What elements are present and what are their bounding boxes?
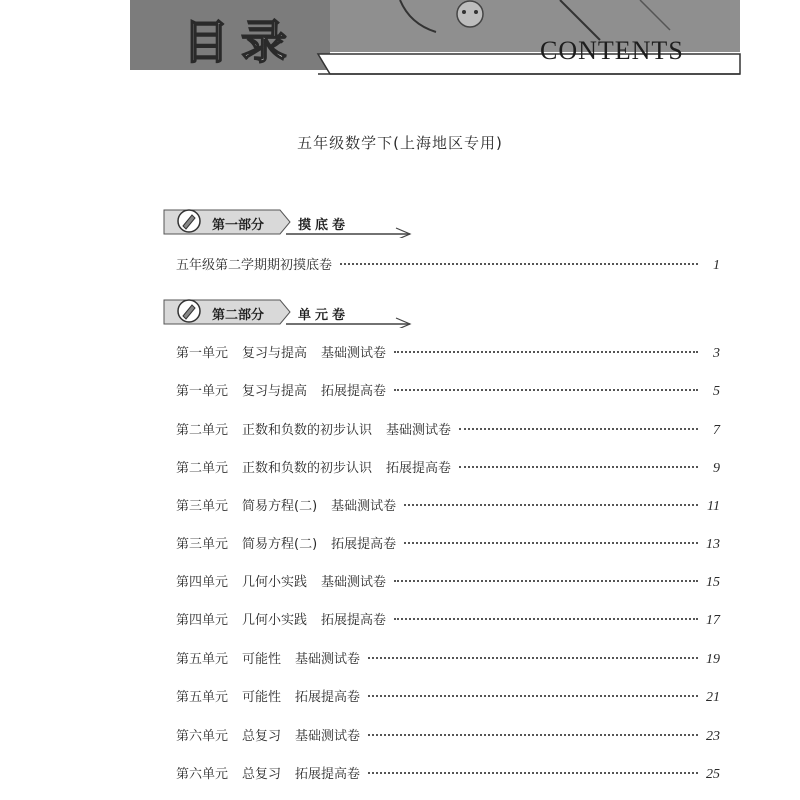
part-2-header [160, 296, 412, 328]
dot-leader [459, 465, 698, 468]
book-title: 五年级数学下(上海地区专用) [297, 134, 503, 152]
part-1-name: 摸底卷 [298, 218, 350, 233]
part-2-label: 第二部分 [212, 308, 265, 323]
entry-page: 25 [706, 767, 720, 782]
part-2-name: 单元卷 [298, 308, 350, 323]
entry-page: 7 [713, 423, 720, 438]
entry-unit: 第三单元 [176, 537, 229, 552]
entry-page: 3 [713, 346, 720, 361]
toc-entry[interactable] [176, 342, 720, 362]
entry-type: 拓展提高卷 [295, 690, 361, 705]
entry-unit: 第二单元 [176, 423, 229, 438]
entry-page: 17 [706, 613, 720, 628]
banner-title-cn: 目录 [183, 15, 299, 69]
entry-unit: 第五单元 [176, 652, 229, 667]
entry-page: 19 [706, 652, 720, 667]
entry-type: 基础测试卷 [295, 652, 361, 667]
entry-type: 基础测试卷 [331, 499, 397, 514]
part-1-label: 第一部分 [212, 218, 265, 233]
toc-entry[interactable] [176, 763, 720, 783]
dot-leader [394, 350, 698, 353]
entry-page: 21 [706, 690, 720, 705]
toc-entry[interactable] [176, 686, 720, 706]
entry-type: 基础测试卷 [295, 729, 361, 744]
toc-entry[interactable] [176, 609, 720, 629]
toc-entry[interactable] [176, 533, 720, 553]
dot-leader [404, 541, 698, 544]
entry-unit: 第五单元 [176, 690, 229, 705]
entry-unit: 第六单元 [176, 729, 229, 744]
entry-type: 基础测试卷 [386, 423, 452, 438]
dot-leader [368, 771, 698, 774]
toc-entry[interactable] [176, 457, 720, 477]
entry-page: 9 [713, 461, 720, 476]
entry-title: 五年级第二学期期初摸底卷 [176, 258, 333, 273]
toc-entry[interactable] [176, 571, 720, 591]
entry-unit: 第四单元 [176, 613, 229, 628]
entry-page: 11 [707, 499, 720, 514]
entry-unit: 第一单元 [176, 346, 229, 361]
toc-entry[interactable] [176, 419, 720, 439]
dot-leader [394, 579, 698, 582]
entry-page: 13 [706, 537, 720, 552]
entry-type: 拓展提高卷 [321, 613, 387, 628]
pencil-badge-icon [176, 208, 202, 234]
dot-leader [368, 694, 698, 697]
entry-topic: 总复习 [242, 767, 282, 782]
entry-topic: 可能性 [242, 652, 282, 667]
entry-type: 基础测试卷 [321, 346, 387, 361]
toc-entry[interactable] [176, 495, 720, 515]
entry-page: 15 [706, 575, 720, 590]
entry-unit: 第四单元 [176, 575, 229, 590]
entry-unit: 第三单元 [176, 499, 229, 514]
entry-type: 基础测试卷 [321, 575, 387, 590]
entry-page: 1 [713, 258, 720, 273]
entry-topic: 简易方程(二) [242, 499, 318, 514]
banner-title-en: CONTENTS [540, 36, 684, 65]
toc-entry[interactable] [176, 254, 720, 274]
entry-topic: 简易方程(二) [242, 537, 318, 552]
entry-topic: 几何小实践 [242, 613, 308, 628]
entry-page: 5 [713, 384, 720, 399]
entry-type: 拓展提高卷 [331, 537, 397, 552]
entry-topic: 可能性 [242, 690, 282, 705]
dot-leader [394, 388, 698, 391]
contents-banner [0, 0, 800, 80]
entry-topic: 总复习 [242, 729, 282, 744]
toc-entry[interactable] [176, 380, 720, 400]
entry-unit: 第二单元 [176, 461, 229, 476]
pencil-badge-icon [176, 298, 202, 324]
entry-topic: 复习与提高 [242, 384, 308, 399]
entry-unit: 第一单元 [176, 384, 229, 399]
toc-entry[interactable] [176, 725, 720, 745]
entry-topic: 复习与提高 [242, 346, 308, 361]
dot-leader [394, 617, 698, 620]
entry-type: 拓展提高卷 [321, 384, 387, 399]
dot-leader [368, 733, 698, 736]
dot-leader [459, 427, 698, 430]
entry-type: 拓展提高卷 [386, 461, 452, 476]
entry-unit: 第六单元 [176, 767, 229, 782]
dot-leader [368, 656, 698, 659]
part-1-header [160, 206, 412, 238]
dot-leader [340, 262, 698, 265]
entry-topic: 正数和负数的初步认识 [242, 461, 373, 476]
entry-topic: 正数和负数的初步认识 [242, 423, 373, 438]
entry-type: 拓展提高卷 [295, 767, 361, 782]
entry-topic: 几何小实践 [242, 575, 308, 590]
toc-entry[interactable] [176, 648, 720, 668]
dot-leader [404, 503, 698, 506]
entry-page: 23 [706, 729, 720, 744]
